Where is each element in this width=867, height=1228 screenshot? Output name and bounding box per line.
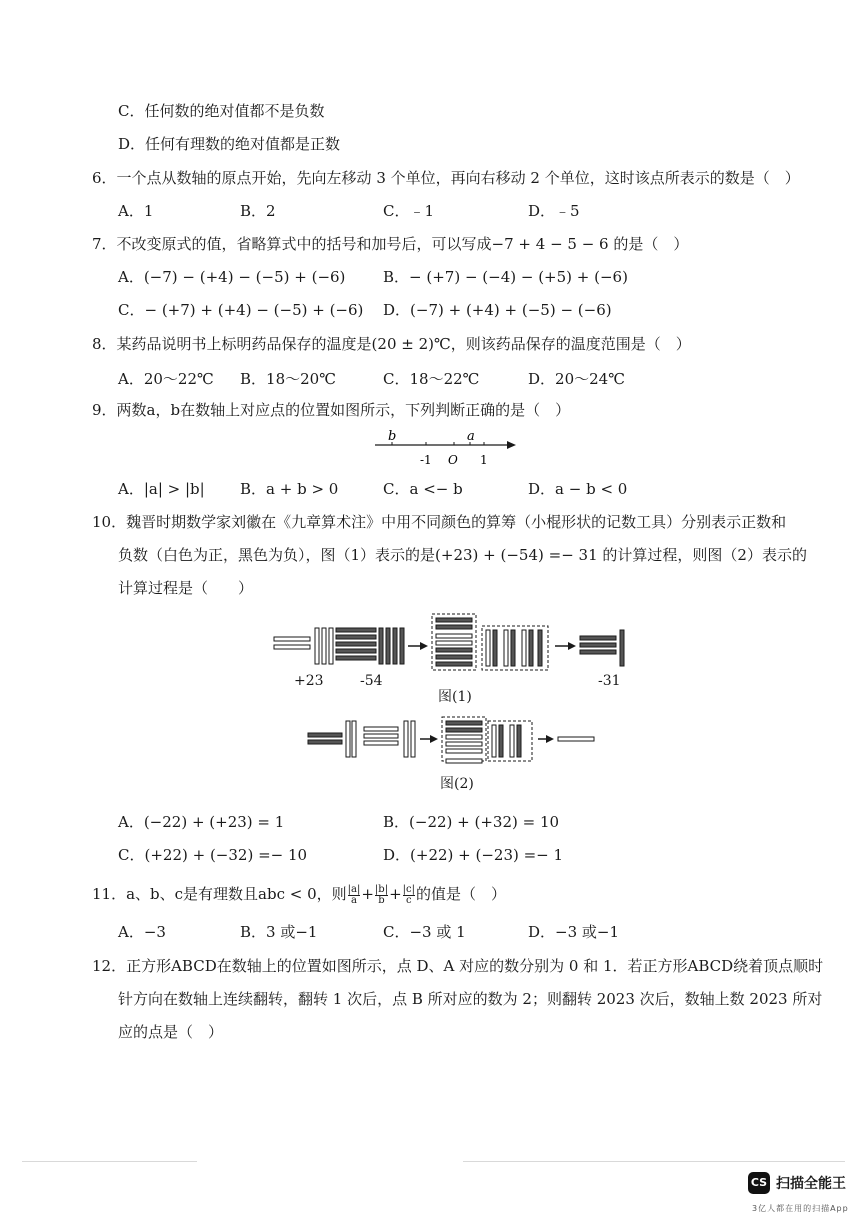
q9-option-c: C．a <− b — [383, 480, 463, 498]
q8-stem: 8．某药品说明书上标明药品保存的温度是(20 ± 2)℃，则该药品保存的温度范围是（ ） — [92, 335, 691, 353]
q8-option-c: C．18～22℃ — [383, 370, 480, 388]
q8-option-b: B．18～20℃ — [240, 370, 336, 388]
q9-option-a: A．|a| > |b| — [118, 480, 205, 498]
q12-line2: 针方向在数轴上连续翻转，翻转 1 次后，点 B 所对应的数为 2；则翻转 2023 次后，数轴上数 2023 所对 — [118, 990, 823, 1008]
q7-option-d: D．(−7) + (+4) + (−5) − (−6) — [383, 301, 612, 319]
q11-frac-c-den: c — [406, 894, 412, 906]
footer-rule-left — [22, 1161, 197, 1162]
q11-frac-b — [375, 885, 388, 906]
fig1-label-minus54: -54 — [360, 673, 383, 689]
q6-stem: 6．一个点从数轴的原点开始，先向左移动 3 个单位，再向右移动 2 个单位，这时该点所表示的数是（ ） — [92, 169, 800, 187]
q9-stem: 9．两数a，b在数轴上对应点的位置如图所示，下列判断正确的是（ ） — [92, 401, 571, 419]
fig1-label-minus31: -31 — [598, 673, 621, 689]
q10-option-a: A．(−22) + (+23) = 1 — [118, 813, 285, 831]
fig1-caption: 图(1) — [438, 689, 472, 705]
q10-stem-line3: 计算过程是（ ） — [118, 579, 254, 597]
q11-frac-c — [403, 885, 415, 906]
q6-option-a: A．1 — [118, 202, 154, 220]
q11-option-a: A．−3 — [118, 923, 166, 941]
q9-option-b: B．a + b > 0 — [240, 480, 339, 498]
q6-option-b: B．2 — [240, 202, 276, 220]
q11-stem: 11．a、b、c是有理数且abc < 0，则 $\frac{|a|}{a}$ + $\frac{|b|}{b}$ + $\frac{|c|}{c}$ 的值是（ ） — [92, 883, 506, 906]
q9-label-neg1: -1 — [420, 453, 432, 467]
q10-option-b: B．(−22) + (+32) = 10 — [383, 813, 560, 831]
q11-option-c: C．−3 或 1 — [383, 923, 466, 941]
q7-option-c: C．− (+7) + (+4) − (−5) + (−6) — [118, 301, 364, 319]
q9-option-d: D．a − b < 0 — [528, 480, 628, 498]
q11-stem-post: 的值是（ ） — [415, 885, 506, 903]
q10-stem-line1: 10．魏晋时期数学家刘徽在《九章算术注》中用不同颜色的算筹（小棍形状的记数工具）分别表示正数和 — [92, 513, 787, 531]
q5-option-d: D．任何有理数的绝对值都是正数 — [118, 135, 341, 153]
q11-option-b: B．3 或−1 — [240, 923, 318, 941]
q9-label-a: a — [467, 429, 475, 444]
q7-option-a: A．(−7) − (+4) − (−5) + (−6) — [118, 268, 346, 286]
q9-label-b: b — [388, 429, 397, 444]
fig1-label-plus23: +23 — [294, 673, 324, 689]
q6-option-c: C．﹣1 — [383, 202, 435, 220]
q12-line1: 12．正方形ABCD在数轴上的位置如图所示，点 D、A 对应的数分别为 0 和 1．若正方形ABCD绕着顶点顺时 — [92, 957, 824, 975]
scanner-logo-icon: CS — [748, 1172, 770, 1194]
q11-frac-b-num: |b| — [374, 883, 389, 895]
q8-option-a: A．20～22℃ — [118, 370, 214, 388]
q11-frac-a-num: |a| — [347, 883, 361, 895]
scanner-brand: 扫描全能王 — [776, 1176, 846, 1192]
q5-option-c: C．任何数的绝对值都不是负数 — [118, 102, 325, 120]
q9-number-line — [370, 428, 520, 468]
fig2-caption: 图(2) — [440, 776, 474, 792]
q9-label-one: 1 — [480, 453, 488, 467]
q12-line3: 应的点是（ ） — [118, 1023, 224, 1041]
q11-stem-pre: 11．a、b、c是有理数且abc < 0，则 — [92, 885, 347, 903]
q10-figure2 — [300, 713, 600, 773]
q10-figure1 — [270, 612, 630, 672]
q11-frac-a-den: a — [351, 894, 357, 906]
q11-frac-a — [348, 885, 361, 906]
scanner-tagline: 3亿人都在用的扫描App — [752, 1204, 849, 1213]
q6-option-d: D．﹣5 — [528, 202, 580, 220]
q10-stem-line2: 负数（白色为正，黑色为负），图（1）表示的是(+23) + (−54) =− 31 的计算过程，则图（2）表示的 — [118, 546, 807, 564]
q11-frac-b-den: b — [378, 894, 385, 906]
q11-frac-c-num: |c| — [402, 883, 415, 895]
q7-option-b: B．− (+7) − (−4) − (+5) + (−6) — [383, 268, 628, 286]
q10-option-c: C．(+22) + (−32) =− 10 — [118, 846, 308, 864]
q11-option-d: D．−3 或−1 — [528, 923, 620, 941]
q8-option-d: D．20～24℃ — [528, 370, 625, 388]
q7-stem: 7．不改变原式的值，省略算式中的括号和加号后，可以写成−7 + 4 − 5 − 6 的是（ ） — [92, 235, 689, 253]
q9-label-origin: O — [448, 453, 458, 467]
q10-option-d: D．(+22) + (−23) =− 1 — [383, 846, 564, 864]
footer-rule-right — [463, 1161, 845, 1162]
